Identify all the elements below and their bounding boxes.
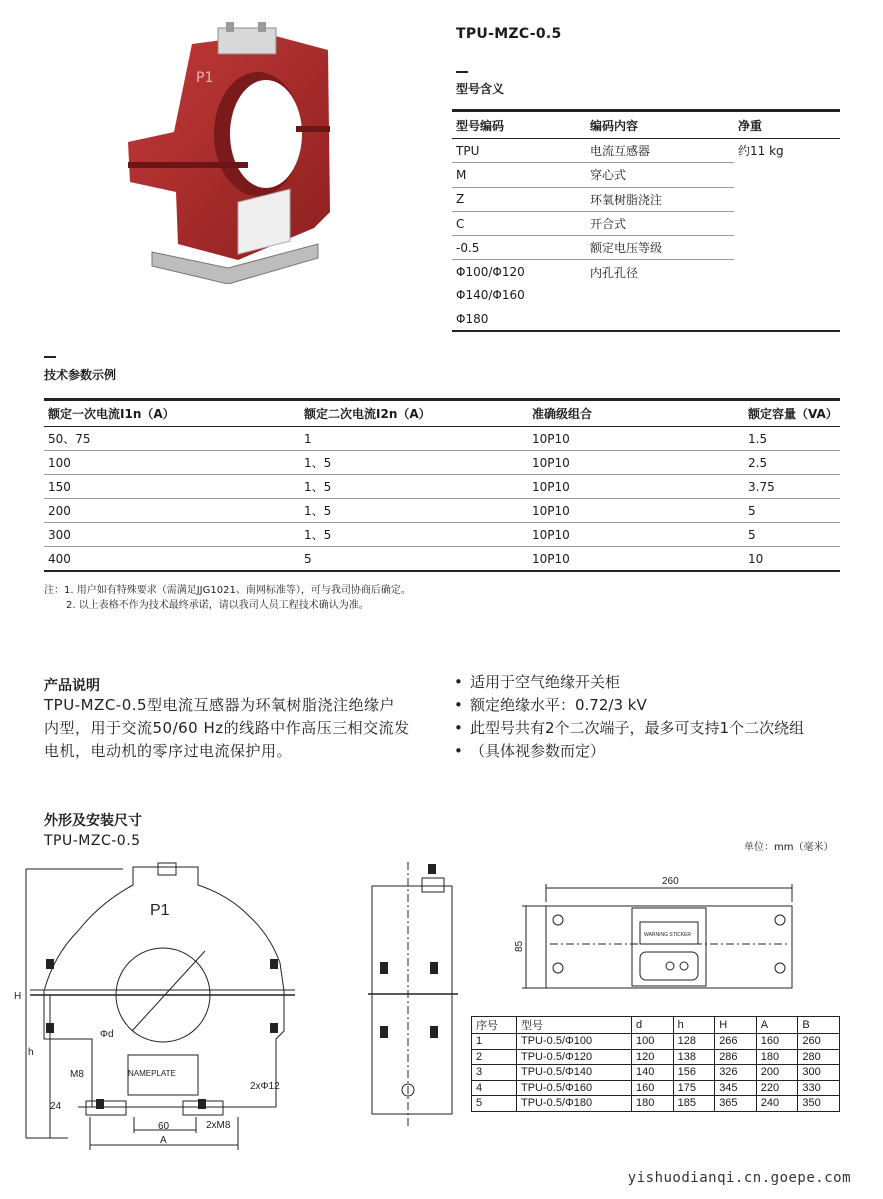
description-line: 内型，用于交流50/60 Hz的线路中作高压三相交流发	[44, 719, 410, 737]
cell: C	[452, 211, 586, 235]
table-row	[472, 1049, 840, 1065]
cell: 326	[715, 1065, 757, 1081]
table-row	[472, 1065, 840, 1081]
cell: 10P10	[528, 475, 744, 499]
note-1: 注：1. 用户如有特殊要求（需满足JJG1021、南网标准等），可与我司协商后确定。	[44, 585, 411, 596]
cell: 5	[472, 1096, 517, 1112]
cell: 175	[673, 1080, 715, 1096]
cell: 3.75	[744, 475, 840, 499]
cell: 180	[632, 1096, 674, 1112]
cell: 266	[715, 1034, 757, 1050]
col-secondary: 额定二次电流I2n（A）	[300, 400, 528, 427]
cell: 400	[44, 547, 300, 572]
m8-label: M8	[70, 1069, 84, 1080]
two-phi12-label: 2xΦ12	[250, 1081, 280, 1092]
col-capacity: 额定容量（VA）	[744, 400, 840, 427]
col-model: 型号	[517, 1017, 632, 1034]
col-index: 序号	[472, 1017, 517, 1034]
cell: 300	[44, 523, 300, 547]
cell: 内孔孔径	[590, 265, 639, 280]
cell: 环氧树脂浇注	[586, 187, 734, 211]
cell: 100	[632, 1034, 674, 1050]
cell: 200	[756, 1065, 798, 1081]
cell: 2.5	[744, 451, 840, 475]
a-label: A	[160, 1135, 167, 1146]
cell: 10P10	[528, 499, 744, 523]
cell: 10P10	[528, 523, 744, 547]
dimensions-model: TPU-MZC-0.5	[44, 833, 141, 849]
table-row	[44, 523, 840, 547]
cell: 10P10	[528, 427, 744, 451]
table-row	[472, 1080, 840, 1096]
cell: 365	[715, 1096, 757, 1112]
cell: 1	[300, 427, 528, 451]
table-row	[472, 1096, 840, 1112]
col-content: 编码内容	[586, 111, 734, 139]
cell: 1、5	[300, 451, 528, 475]
table-row	[44, 451, 840, 475]
nameplate-label: NAMEPLATE	[128, 1069, 176, 1078]
svg-text:P1: P1	[196, 70, 214, 86]
product-title: 产品说明	[44, 678, 100, 694]
front-view-drawing	[8, 855, 300, 1155]
product-bullets	[454, 671, 854, 763]
side-view-drawing	[366, 860, 460, 1132]
d24-label: 24	[50, 1101, 62, 1112]
height-85-label: 85	[514, 940, 525, 952]
phi-d-label: Φd	[100, 1029, 114, 1040]
cell: 200	[44, 499, 300, 523]
d60-label: 60	[158, 1121, 170, 1132]
cell: 10P10	[528, 451, 744, 475]
cell: 220	[756, 1080, 798, 1096]
type-meaning-table	[452, 109, 840, 332]
cell: 160	[756, 1034, 798, 1050]
p1-label: P1	[150, 902, 170, 919]
cell: 1、5	[300, 523, 528, 547]
table-row	[472, 1034, 840, 1050]
cell: 150	[44, 475, 300, 499]
table-row	[452, 163, 840, 187]
col-A: A	[756, 1017, 798, 1034]
cell: TPU-0.5/Φ180	[517, 1096, 632, 1112]
cell: 2	[472, 1049, 517, 1065]
table-row	[44, 499, 840, 523]
top-view-drawing	[512, 874, 802, 994]
col-weight: 净重	[734, 111, 840, 139]
col-accuracy: 准确级组合	[528, 400, 744, 427]
bullet-item-cont: • （具体视参数而定）	[454, 740, 854, 763]
cell	[586, 307, 734, 331]
cell: 345	[715, 1080, 757, 1096]
cell: 10P10	[528, 547, 744, 572]
bullet-item: • 额定绝缘水平：0.72/3 kV	[454, 694, 854, 717]
cell: 额定电压等级	[586, 236, 734, 260]
cell: 160	[632, 1080, 674, 1096]
watermark: yishuodianqi.cn.goepe.com	[627, 1170, 851, 1186]
cell: TPU-0.5/Φ140	[517, 1065, 632, 1081]
two-m8-label: 2xM8	[206, 1120, 231, 1131]
col-primary: 额定一次电流I1n（A）	[44, 400, 300, 427]
cell: 开合式	[586, 211, 734, 235]
cell: 5	[744, 523, 840, 547]
cell: 5	[300, 547, 528, 572]
cell: 电流互感器	[586, 139, 734, 163]
cell: Φ100/Φ120	[456, 265, 525, 280]
cell: TPU-0.5/Φ100	[517, 1034, 632, 1050]
cell: 280	[798, 1049, 840, 1065]
model-title: TPU-MZC-0.5	[456, 26, 562, 42]
description-line: 电机，电动机的零序过电流保护用。	[44, 742, 293, 760]
bullet-item: • 此型号共有2个二次端子，最多可支持1个二次绕组	[454, 717, 854, 740]
specs-table	[44, 398, 840, 572]
cell: 260	[798, 1034, 840, 1050]
product-photo	[118, 22, 348, 284]
cell: M	[452, 163, 586, 187]
cell: Z	[452, 187, 586, 211]
cell: 156	[673, 1065, 715, 1081]
col-d: d	[632, 1017, 674, 1034]
table-row	[44, 475, 840, 499]
product-description	[44, 694, 444, 763]
cell: 350	[798, 1096, 840, 1112]
cell: 140	[632, 1065, 674, 1081]
table-row	[44, 547, 840, 572]
warning-sticker-label: WARNING STICKER	[644, 932, 692, 938]
cell: Φ180	[452, 307, 586, 331]
col-B: B	[798, 1017, 840, 1034]
table-row	[452, 260, 840, 284]
cell: 128	[673, 1034, 715, 1050]
table-row	[452, 139, 840, 163]
col-code: 型号编码	[452, 111, 586, 139]
cell: 240	[756, 1096, 798, 1112]
cell: 1、5	[300, 499, 528, 523]
note-2: 2. 以上表格不作为技术最终承诺，请以我司人员工程技术确认为准。	[66, 600, 369, 611]
bullet-item: • 适用于空气绝缘开关柜	[454, 671, 854, 694]
table-row	[452, 236, 840, 260]
section-dash	[44, 356, 56, 358]
table-row	[44, 427, 840, 451]
dimensions-title: 外形及安装尺寸	[44, 813, 142, 829]
cell: 185	[673, 1096, 715, 1112]
unit-label: 单位：mm（毫米）	[744, 842, 834, 853]
h-lower-label: h	[28, 1047, 34, 1058]
table-row	[452, 307, 840, 331]
cell: 1	[472, 1034, 517, 1050]
cell: 330	[798, 1080, 840, 1096]
section-dash	[456, 71, 468, 73]
cell	[586, 284, 734, 307]
col-H: H	[715, 1017, 757, 1034]
h-upper-label: H	[14, 991, 22, 1002]
width-260-label: 260	[662, 876, 679, 887]
cell: 138	[673, 1049, 715, 1065]
cell: 50、75	[44, 427, 300, 451]
cell: 5	[744, 499, 840, 523]
table-row	[452, 211, 840, 235]
cell: 120	[632, 1049, 674, 1065]
cell: 4	[472, 1080, 517, 1096]
dimension-table	[471, 1016, 840, 1112]
cell: 1、5	[300, 475, 528, 499]
description-line: TPU-MZC-0.5型电流互感器为环氧树脂浇注绝缘户	[44, 696, 396, 714]
cell: 10	[744, 547, 840, 572]
col-h: h	[673, 1017, 715, 1034]
type-meaning-title: 型号含义	[456, 82, 505, 96]
table-row	[452, 284, 840, 307]
cell: Φ140/Φ160	[456, 288, 525, 303]
cell: 3	[472, 1065, 517, 1081]
cell: -0.5	[452, 236, 586, 260]
cell: 100	[44, 451, 300, 475]
cell: 300	[798, 1065, 840, 1081]
cell: 穿心式	[586, 163, 734, 187]
cell: 1.5	[744, 427, 840, 451]
weight-value: 约11 kg	[738, 144, 784, 159]
table-row	[452, 187, 840, 211]
cell: 180	[756, 1049, 798, 1065]
cell: TPU-0.5/Φ120	[517, 1049, 632, 1065]
specs-title: 技术参数示例	[44, 368, 117, 382]
cell: 286	[715, 1049, 757, 1065]
cell: TPU-0.5/Φ160	[517, 1080, 632, 1096]
cell: TPU	[452, 139, 586, 163]
